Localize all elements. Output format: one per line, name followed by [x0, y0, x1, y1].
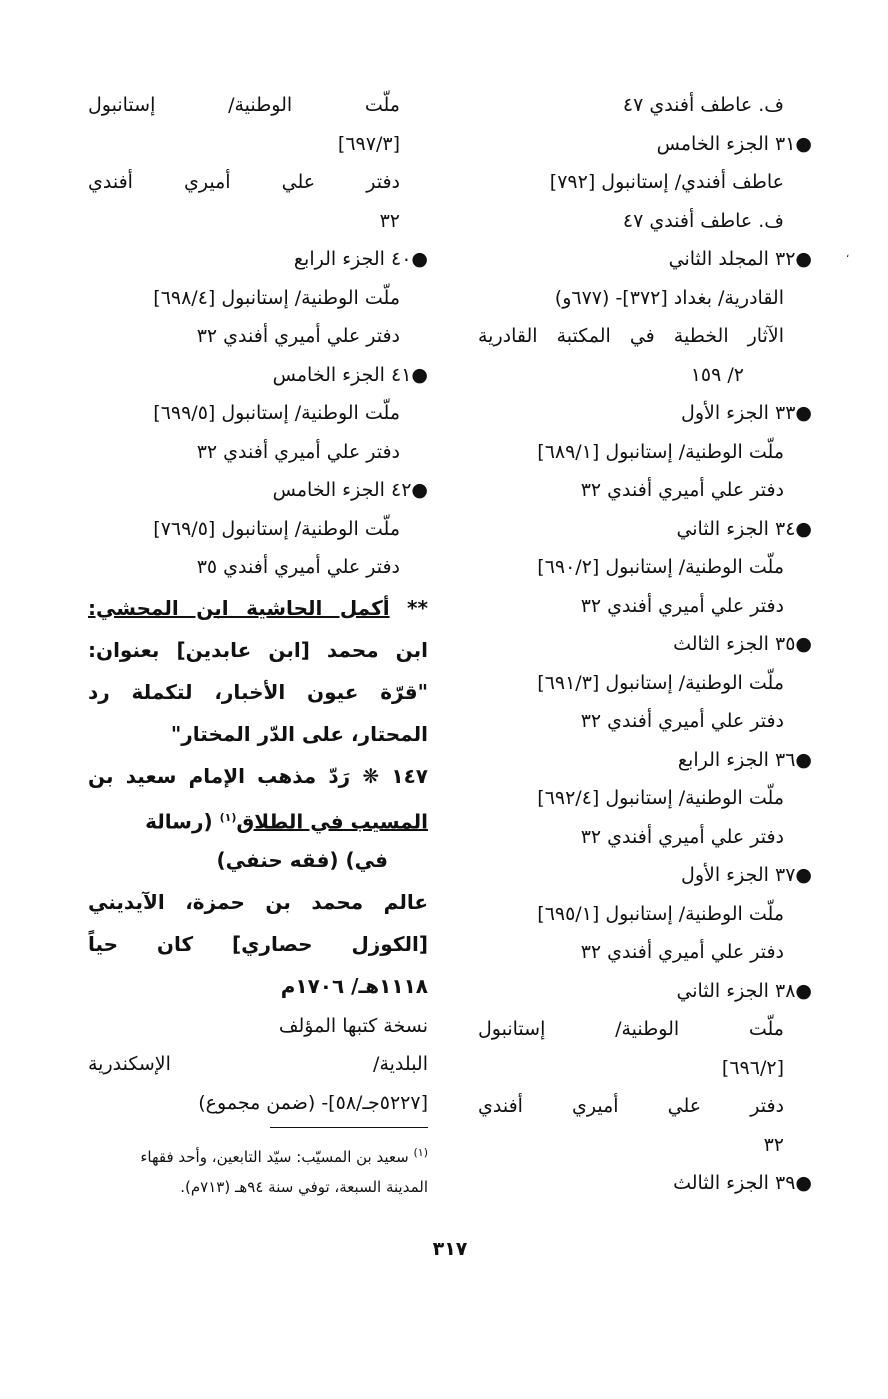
catalogue-line: دفتر علي أميري أفندي ٣٢ — [580, 825, 784, 848]
catalogue-line: دفتر علي أميري أفندي ٣٢ — [580, 710, 784, 732]
entry-heading: ●٣٧ الجزء الأول — [681, 864, 812, 886]
footnote-line: المدينة السبعة، توفي سنة ٩٤هـ (٧١٣م). — [180, 1178, 428, 1196]
catalogue-line: دفتر علي أميري أفندي — [478, 1095, 784, 1117]
entry-heading: ●٣٤ الجزء الثاني — [676, 517, 812, 540]
footnote-marker: (١) — [413, 1146, 428, 1159]
page-number: ٣١٧ — [432, 1238, 468, 1260]
commentary-title: أكمل الحاشية ابن المحشي: — [88, 595, 390, 620]
entry-heading: ●٣٥ الجزء الثالث — [673, 633, 812, 655]
date-line: ١١١٨هـ/ ١٧٠٦م — [280, 973, 428, 998]
entry-heading: ●٣٦ الجزء الرابع — [677, 748, 812, 771]
entry-subject: في) (فقه حنفي) — [216, 847, 388, 872]
shelfmark-line: [٦٩٧/٣] — [337, 132, 400, 155]
shelfmark-line: [٦٩٦/٢] — [721, 1056, 784, 1079]
catalogue-line: دفتر علي أميري أفندي ٣٢ — [196, 325, 400, 347]
library-line: ملّت الوطنية/ إستانبول [٦٩٠/٢] — [537, 556, 784, 578]
entry-heading: ●٤٢ الجزء الخامس — [272, 479, 428, 501]
entry-title-rest: (رسالة — [145, 809, 220, 834]
entry-heading: ●٣٩ الجزء الثالث — [673, 1172, 812, 1194]
entry-heading: ●٣٣ الجزء الأول — [681, 402, 812, 424]
catalogue-line: دفتر علي أميري أفندي ٣٥ — [196, 556, 400, 578]
shelfmark-line: [٥٢٢٧جـ/٥٨]- (ضمن مجموع) — [198, 1091, 428, 1114]
reference-page-line: ٢/ ١٥٩ — [690, 363, 744, 386]
entry-heading: ●٤٠ الجزء الرابع — [293, 248, 428, 270]
right-column — [478, 86, 812, 1203]
library-line: ملّت الوطنية/ إستانبول [٦٩٥/١] — [537, 902, 784, 925]
library-line: ملّت الوطنية/ إستانبول [٦٩٨/٤] — [153, 286, 400, 309]
catalogue-line: دفتر علي أميري أفندي ٣٢ — [580, 479, 784, 501]
catalogue-line: دفتر علي أميري أفندي ٣٢ — [580, 594, 784, 617]
entry-heading: ●٤١ الجزء الخامس — [272, 363, 428, 386]
commentary-marker: ** — [389, 595, 428, 620]
commentary-line: "قرّة عيون الأخبار، لتكملة رد — [88, 679, 428, 704]
reference-line: الآثار الخطية في المكتبة القادرية — [478, 325, 784, 347]
catalogue-line: دفتر علي أميري أفندي ٣٢ — [196, 440, 400, 463]
left-column — [88, 86, 428, 1122]
library-line: ملّت الوطنية/ إستانبول [٦٩٩/٥] — [153, 402, 400, 424]
entry-heading: ●٣٢ المجلد الثاني — [668, 248, 812, 270]
footnote-reference[interactable]: (١) — [219, 810, 237, 824]
library-line: عاطف أفندي/ إستانبول [٧٩٢] — [549, 171, 784, 193]
library-line: ملّت الوطنية/ إستانبول [٦٩١/٣] — [537, 671, 784, 694]
library-line: ملّت الوطنية/ إستانبول [٧٦٩/٥] — [153, 517, 400, 540]
entry-heading: ●٣٨ الجزء الثاني — [676, 979, 812, 1002]
catalogue-line: دفتر علي أميري أفندي — [88, 171, 400, 193]
footnote — [140, 1136, 428, 1204]
copy-note: نسخة كتبها المؤلف — [278, 1014, 428, 1037]
entry-title: ١٤٧ ❋ رَدّ مذهب الإمام سعيد بن — [88, 763, 428, 788]
footnote-text: سعيد بن المسيّب: سيّد التابعين، وأحد فقهاء — [140, 1148, 409, 1166]
library-line: البلدية/ الإسكندرية — [88, 1053, 428, 1075]
footnote-line — [140, 1136, 428, 1170]
library-line: ملّت الوطنية/ إستانبول — [88, 94, 400, 116]
commentary-heading — [88, 587, 428, 629]
entry-heading: ●٣١ الجزء الخامس — [656, 132, 812, 155]
commentary-line: ابن محمد [ابن عابدين] بعنوان: — [88, 637, 428, 662]
footnote-separator — [270, 1127, 428, 1128]
shelfmark-line: ف. عاطف أفندي ٤٧ — [622, 209, 784, 232]
library-line: ملّت الوطنية/ إستانبول [٦٨٩/١] — [537, 440, 784, 463]
shelfmark-line: ف. عاطف أفندي ٤٧ — [622, 94, 784, 116]
entry-title — [88, 797, 428, 839]
catalogue-number-line: ٣٢ — [763, 1133, 784, 1156]
margin-mark: ، — [846, 249, 850, 260]
library-line: ملّت الوطنية/ إستانبول — [478, 1018, 784, 1040]
author-line: [الكوزل حصاري] كان حياً — [88, 931, 428, 956]
library-line: القادرية/ بغداد [٣٧٢]- (٦٧٧و) — [554, 286, 784, 309]
catalogue-line: دفتر علي أميري أفندي ٣٢ — [580, 941, 784, 963]
library-line: ملّت الوطنية/ إستانبول [٦٩٢/٤] — [537, 787, 784, 809]
entry-title-underlined: المسيب في الطلاق — [236, 809, 428, 834]
author-line: عالم محمد بن حمزة، الآيديني — [88, 889, 428, 914]
catalogue-number-line: ٣٢ — [379, 209, 400, 232]
commentary-line: المحتار، على الدّر المختار" — [170, 721, 428, 746]
